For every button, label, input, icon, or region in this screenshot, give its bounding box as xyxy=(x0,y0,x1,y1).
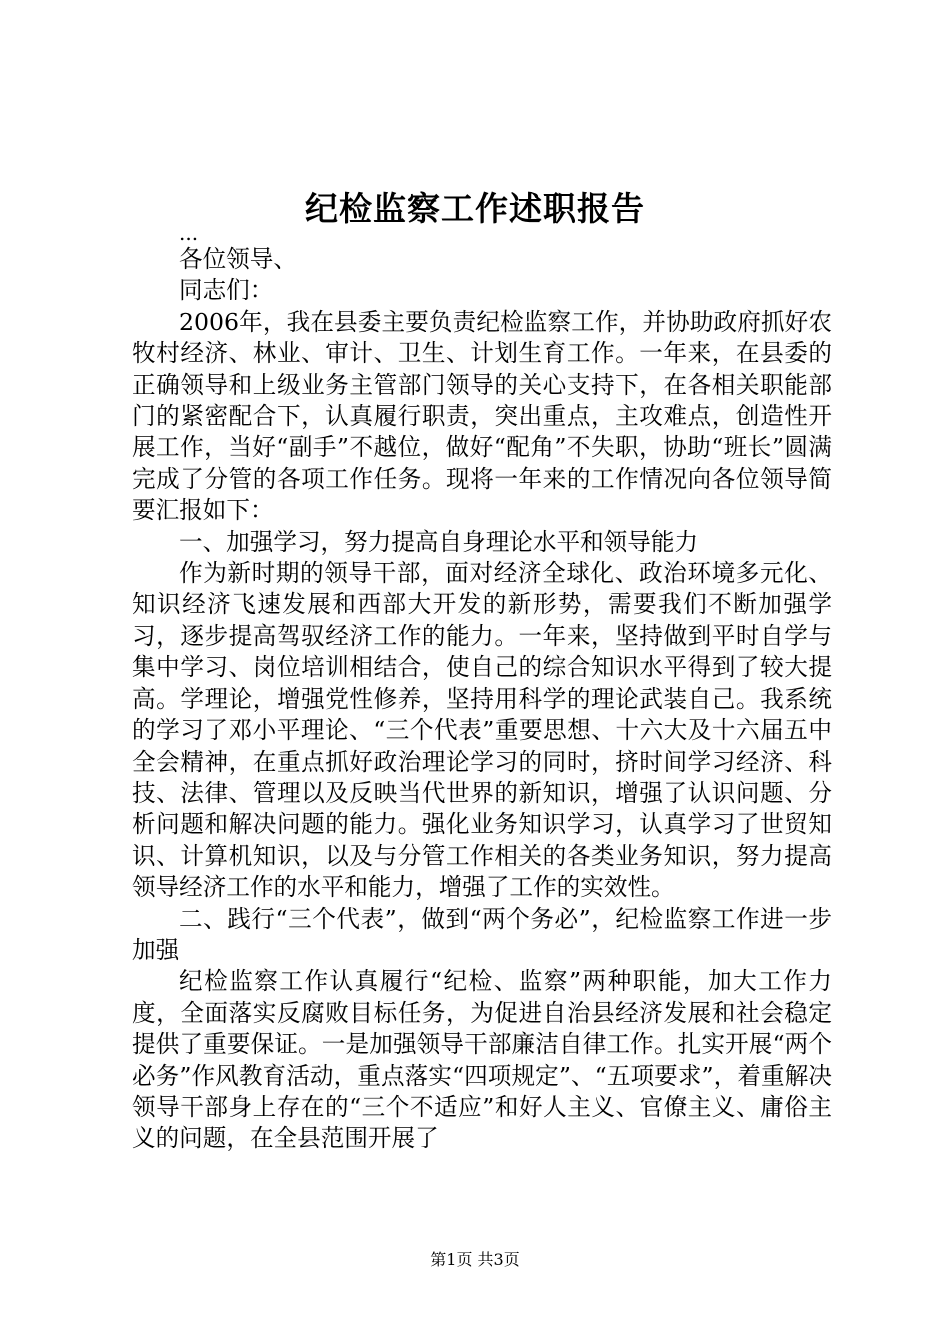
salutation-leaders: 各位领导、 xyxy=(179,245,297,273)
salutation-comrades: 同志们： xyxy=(179,276,274,305)
paragraph-intro: 2006年，我在县委主要负责纪检监察工作，并协助政府抓好农牧村经济、林业、审计、卫生、计划生育工作。一年来，在县委的正确领导和上级业务主管部门领导的关心支持下，在各相关职能部门的紧密配合下，认真履行职责，突出重点，主攻难点，创造性开展工作，当好“副手”不越位，做好“配角”不失职，协助“班长”圆满完成了分管的各项工作任务。现将一年来的工作情况向各位领导简要汇报如下： xyxy=(132,307,832,525)
section-heading-1: 一、加强学习，努力提高自身理论水平和领导能力 xyxy=(179,527,699,556)
document-title: 纪检监察工作述职报告 xyxy=(305,189,645,228)
document-body xyxy=(132,222,832,1155)
ellipsis-text: ... xyxy=(179,221,199,245)
page-footer: 第1页 共3页 xyxy=(430,1250,520,1269)
section-heading-2: 二、践行“三个代表”，做到“两个务必”，纪检监察工作进一步加强 xyxy=(132,904,832,964)
paragraph-study: 作为新时期的领导干部，面对经济全球化、政治环境多元化、知识经济飞速发展和西部大开发的新形势，需要我们不断加强学习，逐步提高驾驭经济工作的能力。一年来，坚持做到平时自学与集中学习、岗位培训相结合，使自己的综合知识水平得到了较大提高。学理论，增强党性修养，坚持用科学的理论武装自己。我系统的学习了邓小平理论、“三个代表”重要思想、十六大及十六届五中全会精神，在重点抓好政治理论学习的同时，挤时间学习经济、科技、法律、管理以及反映当代世界的新知识，增强了认识问题、分析问题和解决问题的能力。强化业务知识学习，认真学习了世贸知识、计算机知识，以及与分管工作相关的各类业务知识，努力提高领导经济工作的水平和能力，增强了工作的实效性。 xyxy=(132,559,832,902)
paragraph-discipline: 纪检监察工作认真履行“纪检、监察”两种职能，加大工作力度，全面落实反腐败目标任务，为促进自治县经济发展和社会稳定提供了重要保证。一是加强领导干部廉洁自律工作。扎实开展“两个必务”作风教育活动，重点落实“四项规定”、“五项要求”，着重解决领导干部身上存在的“三个不适应”和好人主义、官僚主义、庸俗主义的问题，在全县范围开展了 xyxy=(132,967,832,1153)
